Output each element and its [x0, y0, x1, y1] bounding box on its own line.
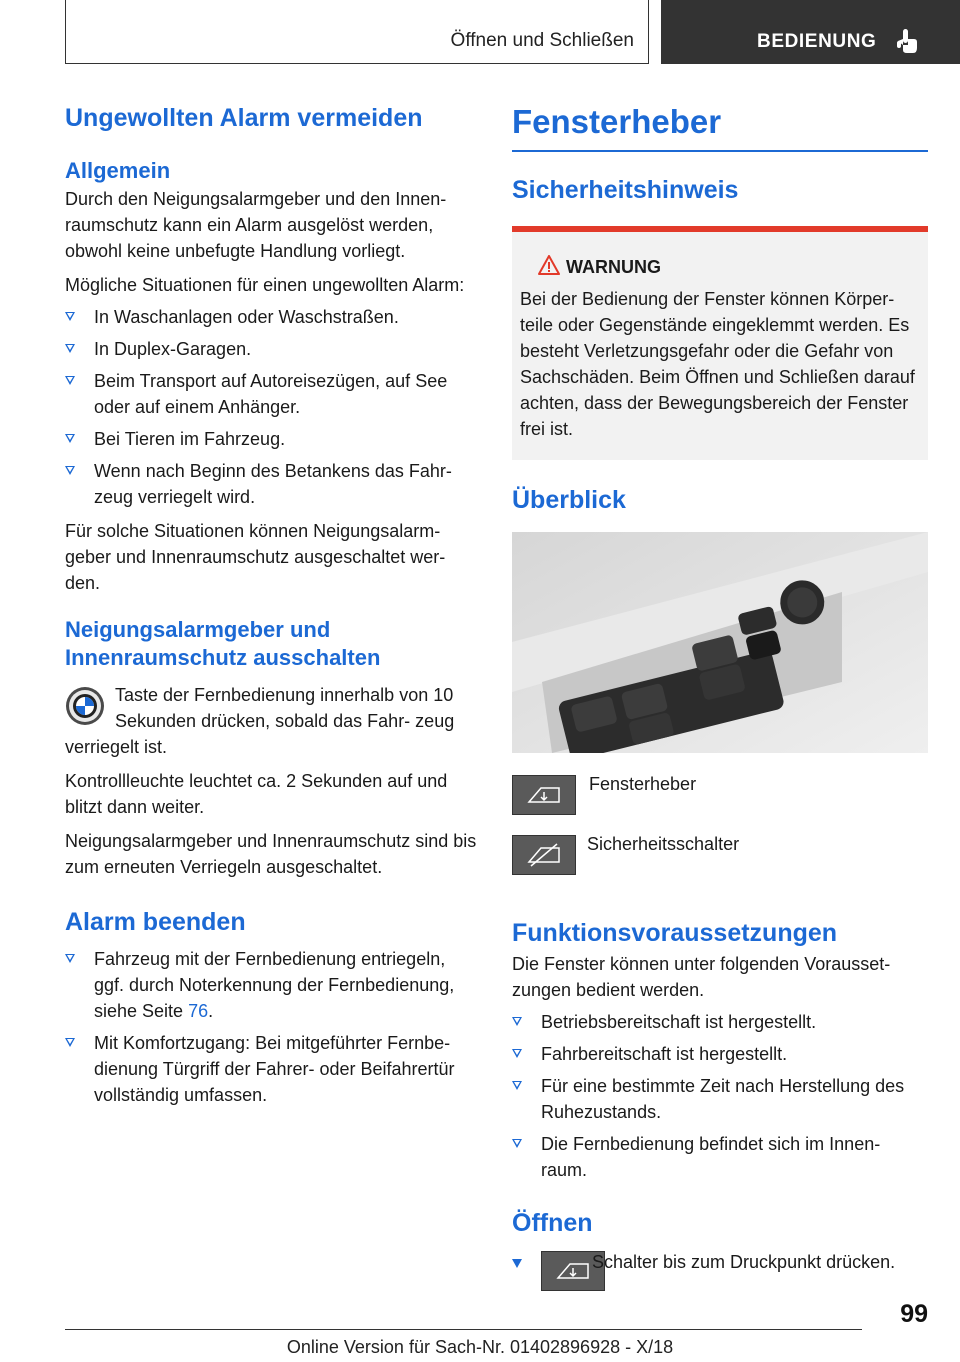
open-step-text: Schalter bis zum Druckpunkt drücken.: [592, 1252, 896, 1272]
heading-window: Fensterheber: [512, 103, 722, 140]
triangle-bullet-icon: [512, 1259, 522, 1268]
list-item: Betriebsbereitschaft ist hergestellt.: [512, 1009, 928, 1035]
list-item: Wenn nach Beginn des Betankens das Fahr- zeug verriegelt wird.: [65, 458, 480, 510]
triangle-bullet-icon: [65, 344, 75, 353]
warning-triangle-icon: [538, 255, 560, 275]
triangle-bullet-icon: [65, 376, 75, 385]
door-panel-illustration: [512, 532, 928, 753]
open-step: [512, 1249, 928, 1293]
safety-switch-icon: [512, 835, 576, 875]
heading-requirements: Funktionsvoraussetzungen: [512, 919, 838, 947]
triangle-bullet-icon: [65, 434, 75, 443]
legend-item-safety-switch: [512, 831, 928, 895]
paragraph-key: Taste der Fernbedienung innerhalb von 10 Sekunden drücken, sobald das Fahr- zeug verriegelt ist.: [65, 685, 455, 757]
heading-alarm-avoid: Ungewollten Alarm vermeiden: [65, 104, 423, 132]
triangle-bullet-icon: [512, 1049, 522, 1058]
paragraph-switch-off: Für solche Situationen können Neigungsalarm- geber und Innenraumschutz ausgeschaltet wer- den.: [65, 521, 446, 593]
paragraph-situations: Mögliche Situationen für einen ungewollten Alarm:: [65, 275, 465, 295]
footer-divider: [65, 1329, 862, 1330]
hand-pointer-icon: [893, 28, 919, 54]
heading-open: Öffnen: [512, 1209, 593, 1237]
warning-title: WARNUNG: [520, 254, 920, 280]
triangle-bullet-icon: [512, 1017, 522, 1026]
page-number: 99: [900, 1300, 928, 1328]
left-column: [65, 100, 480, 1108]
right-column: [512, 100, 928, 1293]
paragraph-lamp: Kontrollleuchte leuchtet ca. 2 Sekunden auf und blitzt dann weiter.: [65, 771, 448, 817]
alarm-end-list: [65, 946, 480, 1108]
heading-divider: [512, 150, 928, 152]
list-item: Fahrbereitschaft ist hergestellt.: [512, 1041, 928, 1067]
triangle-bullet-icon: [512, 1081, 522, 1090]
heading-alarm-end: Alarm beenden: [65, 908, 246, 936]
page-reference-link[interactable]: 76: [188, 1001, 209, 1021]
list-item: Die Fernbedienung befindet sich im Innen- raum.: [512, 1131, 928, 1183]
legend-label: Sicherheitsschalter: [587, 834, 740, 854]
list-item: Bei Tieren im Fahrzeug.: [65, 426, 480, 452]
legend-label: Fensterheber: [589, 774, 697, 794]
footer-online-version: Online Version für Sach-Nr. 01402896928 - X/18: [286, 1337, 674, 1357]
section-title: Öffnen und Schließen: [450, 30, 634, 51]
list-item: Beim Transport auf Autoreisezügen, auf See oder auf einem Anhänger.: [65, 368, 480, 420]
list-item: Für eine bestimmte Zeit nach Herstellung des Ruhezustands.: [512, 1073, 928, 1125]
bmw-key-button-icon: [65, 686, 105, 726]
window-lifter-icon: [512, 775, 576, 815]
triangle-bullet-icon: [65, 954, 75, 963]
list-item: In Waschanlagen oder Waschstraßen.: [65, 304, 480, 330]
triangle-bullet-icon: [65, 466, 75, 475]
list-item: In Duplex-Garagen.: [65, 336, 480, 362]
paragraph-requirements: Die Fenster können unter folgenden Vorausset- zungen bedient werden.: [512, 954, 891, 1000]
legend-item-window-lifter: [512, 771, 928, 831]
triangle-bullet-icon: [65, 1038, 75, 1047]
paragraph-until: Neigungsalarmgeber und Innenraumschutz sind bis zum erneuten Verriegeln ausgeschaltet.: [65, 831, 477, 877]
heading-safety: Sicherheitshinweis: [512, 176, 739, 204]
heading-switch-off: Neigungsalarmgeber und Innenraumschutz ausschalten: [65, 617, 381, 670]
key-instruction: [65, 682, 480, 760]
triangle-bullet-icon: [65, 312, 75, 321]
list-item: Mit Komfortzugang: Bei mitgeführter Fernbe- dienung Türgriff der Fahrer- oder Beifahrertür vollständig umfassen.: [65, 1030, 480, 1108]
warning-box: [512, 232, 928, 460]
triangle-bullet-icon: [512, 1139, 522, 1148]
requirements-list: [512, 1009, 928, 1183]
situations-list: [65, 304, 480, 510]
warning-text: Bei der Bedienung der Fenster können Körper- teile oder Gegenstände eingeklemmt werden. Es besteht Verletzungsgefahr oder die Gefahr von Sachschäden. Beim Öffnen und Schließen darauf achten, dass der Bewegungsbereich der Fenster frei ist.: [520, 289, 915, 439]
list-item: Fahrzeug mit der Fernbedienung entriegeln, ggf. durch Noterkennung der Fernbedienung, siehe Seite 76.: [65, 946, 480, 1024]
heading-general: Allgemein: [65, 158, 171, 183]
window-switch-photo: [512, 532, 928, 753]
heading-overview: Überblick: [512, 486, 626, 514]
chapter-label: BEDIENUNG: [757, 31, 877, 52]
paragraph-intro: Durch den Neigungsalarmgeber und den Innen- raumschutz kann ein Alarm ausgelöst werden, obwohl keine unbefugte Handlung vorliegt.: [65, 189, 447, 261]
running-header: [65, 0, 649, 64]
